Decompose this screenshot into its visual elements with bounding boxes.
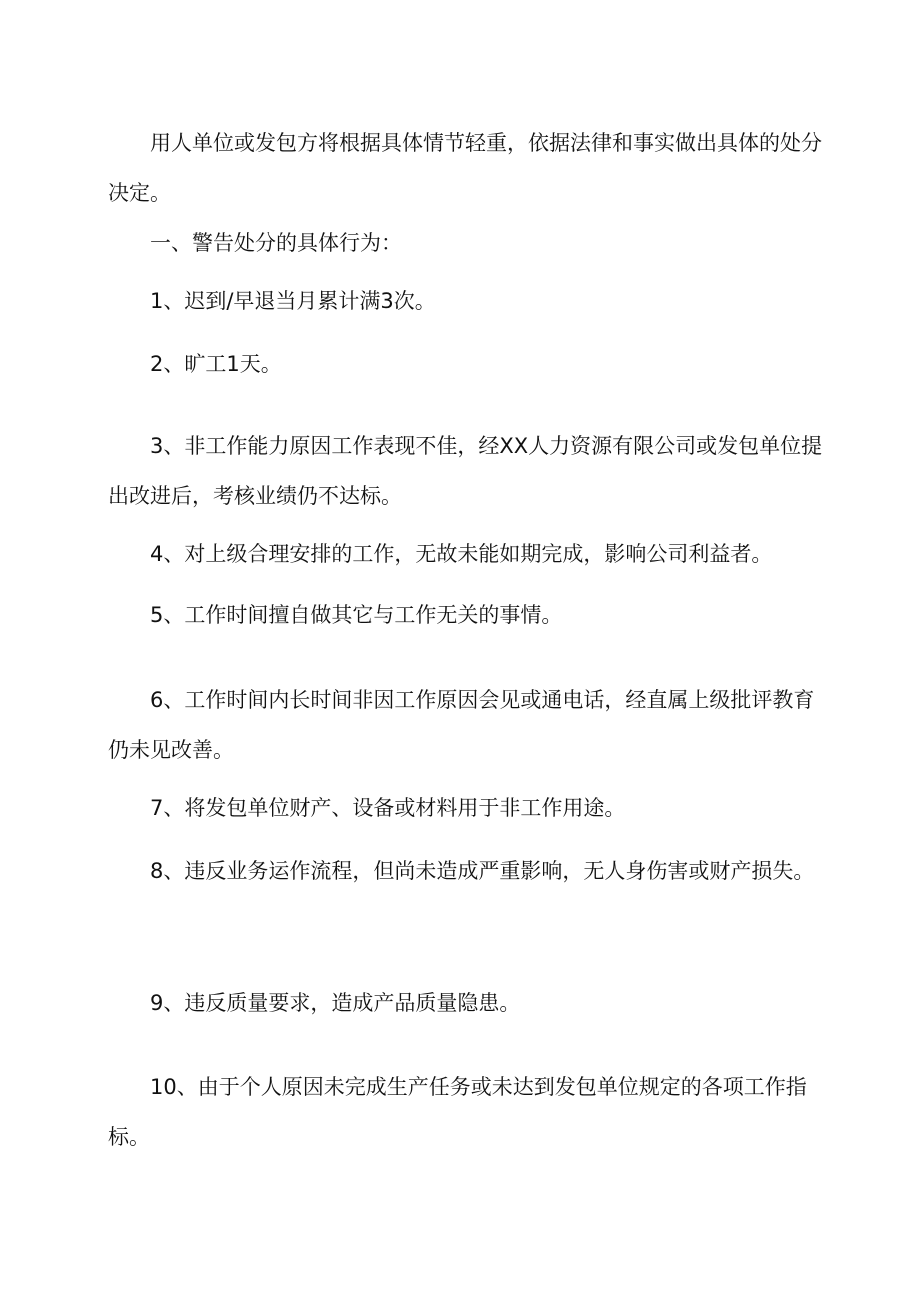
list-item-9: 9、违反质量要求，造成产品质量隐患。 bbox=[150, 991, 521, 1015]
list-item-2: 2、旷工1天。 bbox=[150, 352, 282, 376]
list-item-6: 6、工作时间内长时间非因工作原因会见或通电话，经直属上级批评教育仍未见改善。 bbox=[108, 688, 815, 762]
list-item-4: 4、对上级合理安排的工作，无故未能如期完成，影响公司利益者。 bbox=[150, 542, 773, 566]
list-item-7: 7、将发包单位财产、设备或材料用于非工作用途。 bbox=[150, 796, 626, 820]
section-heading-warning: 一、警告处分的具体行为： bbox=[150, 231, 402, 255]
list-item-1: 1、迟到/早退当月累计满3次。 bbox=[150, 289, 436, 313]
list-item-3: 3、非工作能力原因工作表现不佳，经XX人力资源有限公司或发包单位提出改进后，考核业绩仍不达标。 bbox=[108, 434, 823, 508]
list-item-5: 5、工作时间擅自做其它与工作无关的事情。 bbox=[150, 603, 563, 627]
list-item-10: 10、由于个人原因未完成生产任务或未达到发包单位规定的各项工作指标。 bbox=[108, 1075, 807, 1149]
paragraph-intro: 用人单位或发包方将根据具体情节轻重，依据法律和事实做出具体的处分决定。 bbox=[108, 131, 822, 205]
list-item-8: 8、违反业务运作流程，但尚未造成严重影响，无人身伤害或财产损失。 bbox=[150, 859, 815, 883]
